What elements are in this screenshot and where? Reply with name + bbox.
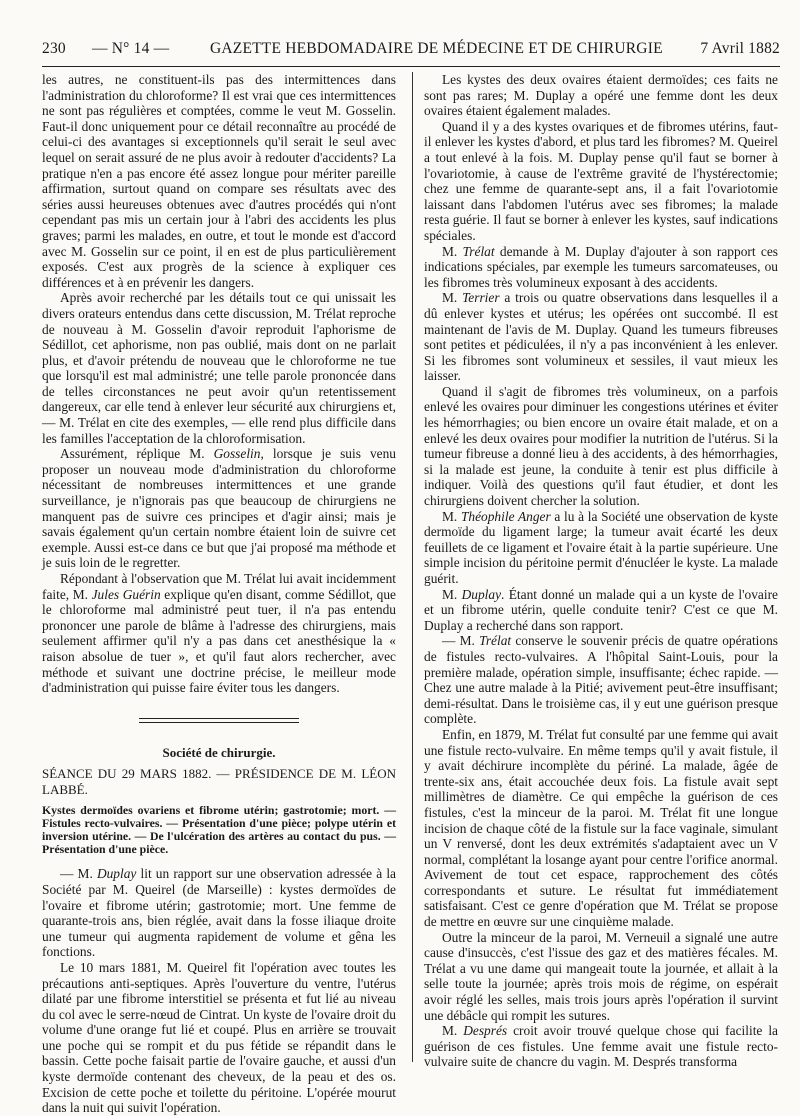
speaker-name: Théophile Anger	[460, 508, 551, 524]
paragraph: M. Théophile Anger a lu à la Société une observation de kyste dermoïde du ligament large; la tumeur avait écarté les deux feuillets de ce ligament et l'ovaire était à la partie supérieure. Une simple incision du péritoine permit d'énucléer le kyste. La malade guérit.	[424, 508, 778, 586]
speaker-name: Trélat	[479, 633, 512, 649]
paragraph: Assurément, réplique M. Gosselin, lorsque je suis venu proposer un nouveau mode d'administration du chloroforme nécessitant de nombreuses intermittences et une grande surveillance, je n'ignorais pas que beaucoup de chirurgiens ne manquent pas de suivre ces principes et d'agir ainsi; mais je savais également qu'un certain nombre étaient loin de suivre cet exemple. Aussi est-ce dans ce but que j'ai proposé ma méthode et je suis loin de le regretter.	[42, 446, 396, 571]
paragraph: Les kystes des deux ovaires étaient dermoïdes; ces faits ne sont pas rares; M. Duplay a opéré une femme dont les deux ovaires étaient également malades.	[424, 72, 778, 119]
speaker-name: Després	[463, 1023, 508, 1039]
speaker-name: Duplay	[96, 866, 137, 882]
journal-title: GAZETTE HEBDOMADAIRE DE MÉDECINE ET DE CHIRURGIE	[210, 40, 663, 57]
right-column	[424, 72, 778, 1070]
paragraph: Enfin, en 1879, M. Trélat fut consulté par une femme qui avait une fistule recto-vulvaire. En même temps qu'il y avait fistule, il y avait déchirure incomplète du périné. La malade, âgée de trente-six ans, était accouchée deux fois. La fistule avait sept millimètres de diamètre. Ce qui empêche la guérison de ces fistules, c'est la minceur de la paroi. M. Trélat fit une longue incision de chaque côté de la fistule sur la face vaginale, simulant un V renversé, dont les deux extrémités s'adaptaient avec un V normal, complétant la losange ayant pour centre l'orifice anormal. Avivement de tout cet espace, rapprochement des côtés correspondants et suture. Le résultat fut immédiatement satisfaisant. C'est ce genre d'opération que M. Trélat se propose de mettre en œuvre sur une cinquième malade.	[424, 726, 778, 930]
paragraph: les autres, ne constituent-ils pas des intermittences dans l'administration du chloroforme? Il est vrai que ces intermittences ne sont pas régulières et comptées, comme le veut M. Gosselin. Faut-il donc uniquement pour ce détail reconnaître au procédé de celui-ci des avantages si exceptionnels qu'il serait le seul avec lequel on serait assuré de ne plus avoir à redouter d'accidents? La pratique n'en a pas encore été assez longue pour mériter pareille affirmation, surtout quand on compare ses résultats avec des séries aussi heureuses obtenues avec d'autres procédés qui n'ont cependant pas mis un certain jour à l'abri des accidents les plus graves; parmi les malades, en outre, et tout le monde est d'accord avec M. Gosselin sur ce point, il en est de plus particulièrement exposés. C'est aux progrès de la science à expliquer ces différences et à en prévenir les dangers.	[42, 72, 396, 290]
paragraph: — M. Trélat conserve le souvenir précis de quatre opérations de fistules recto-vulvaires. A l'hôpital Saint-Louis, pour la première malade, opération simple, insuffisante; échec rapide. — Chez une autre malade à la Pitié; avivement peut-être insuffisant; demi-résultat. Dans le troisième cas, il y eut une guérison presque complète.	[424, 633, 778, 727]
running-header	[42, 40, 780, 62]
paragraph: — M. Duplay lit un rapport sur une observation adressée à la Société par M. Queirel (de Marseille) : kystes dermoïdes de l'ovaire et fibrome utérin; gastrotomie; mort. Une femme de quarante-trois ans, bien réglée, avait dans la fosse iliaque droite une tumeur qui augmenta rapidement de volume et gêna les fonctions.	[42, 866, 396, 960]
header-rule	[42, 66, 780, 67]
issue-number: — N° 14 —	[92, 40, 170, 57]
paragraph: M. Terrier a trois ou quatre observations dans lesquelles il a dû enlever kystes et utérus; les opérées ont succombé. Il est maintenant de l'avis de M. Duplay. Quand les tumeurs fibreuses sont petites et pédiculées, il n'y a pas inconvénient à les enlever. Si les fibromes sont volumineux et sessiles, il vaut mieux les laisser.	[424, 290, 778, 384]
speaker-name: Gosselin	[213, 446, 261, 462]
paragraph: Outre la minceur de la paroi, M. Verneuil a signalé une autre cause d'insuccès, c'est l'issue des gaz et des matières fécales. M. Trélat a vu une dame qui mangeait toute la journée, et allait à la selle toute la journée; après trois mois de régime, on espérait avoir réglé les selles, mais trois jours après l'opération il survint une débâcle qui rompit les sutures.	[424, 929, 778, 1023]
paragraph: Quand il s'agit de fibromes très volumineux, on a parfois enlevé les ovaires pour diminuer les congestions utérines et éviter les hémorrhagies; ou bien encore un ovaire était malade, et on a enlevé les deux ovaires pour modifier la nutrition de l'utérus. Si la tumeur fibreuse a donné lieu à des accidents, à des hémorrhagies, si la malade est jeune, la conduite à tenir est plus difficile à indiquer. Voilà des questions qu'il faut étudier, et dont les chirurgiens doivent chercher la solution.	[424, 383, 778, 509]
speaker-name: Duplay	[461, 586, 502, 602]
session-summary: Kystes dermoïdes ovariens et fibrome utérin; gastrotomie; mort. — Fistules recto-vulvaires. — Présentation d'une pièce; polype utérin et inversion utérine. — De l'ulcération des artères au contact du pus. — Présentation d'une pièce.	[42, 802, 396, 857]
paragraph: Le 10 mars 1881, M. Queirel fit l'opération avec toutes les précautions anti-septiques. Après l'ouverture du ventre, l'utérus dilaté par une fibrome interstitiel se présenta et fut lié au niveau du col avec le serre-nœud de Cintrat. Un kyste de l'ovaire droit du volume d'une orange fut lié et coupé. Plus en arrière se trouvait une poche qui se rompit et du pus fétide se répandit dans le bassin. Cette poche faisait partie de l'ovaire gauche, et aussi d'un kyste dermoïde contenant des cheveux, de la peau et des os. Excision de cette poche et toilette du péritoine. L'opérée mourut dans la nuit qui suivit l'opération.	[42, 959, 396, 1116]
speaker-name: Trélat	[462, 243, 495, 259]
paragraph: M. Duplay. Étant donné un malade qui a un kyste de l'ovaire et un fibrome utérin, quelle conduite tenir? C'est ce que M. Duplay a recherché dans son rapport.	[424, 586, 778, 633]
left-column	[42, 72, 396, 1116]
section-separator	[139, 718, 299, 723]
page-number: 230	[42, 40, 66, 57]
section-title: Société de chirurgie.	[162, 744, 276, 760]
paragraph: Quand il y a des kystes ovariques et de fibromes utérins, faut-il enlever les kystes d'abord, et plus tard les fibromes? M. Queirel a tout enlevé à la fois. M. Duplay pense qu'il faut se borner à l'ovariotomie, à cause de l'extrême gravité de l'hystérectomie; chez une femme de quarante-sept ans, il a fait l'ovariotomie laissant dans l'abdomen l'utérus avec ses fibromes; la malade resta guérie. Il faut se borner à enlever les kystes, sauf indications spéciales.	[424, 118, 778, 243]
paragraph: Répondant à l'observation que M. Trélat lui avait incidemment faite, M. Jules Guérin explique qu'en disant, comme Sédillot, que le chloroforme mal administré peut tuer, il n'a pas entendu prononcer une parole de blâme à l'adresse des chirurgiens, mais seulement affirmer qu'il n'y a pas dans cet anesthésique la « raison absolue de tuer », et qu'il faut alors rechercher, avec méthode et suivant une doctrine précise, le meilleur mode d'administration qui puisse faire éviter tous les dangers.	[42, 571, 396, 696]
issue-date: 7 Avril 1882	[700, 40, 780, 57]
column-divider	[412, 72, 413, 1062]
paragraph: M. Trélat demande à M. Duplay d'ajouter à son rapport ces indications spéciales, par exemple les tumeurs sarcomateuses, ou les fibromes très volumineux exposant à des accidents.	[424, 243, 778, 290]
session-heading: SÉANCE DU 29 MARS 1882. — PRÉSIDENCE DE M. LÉON LABBÉ.	[42, 766, 396, 797]
speaker-name: Jules Guérin	[91, 586, 161, 602]
speaker-name: Terrier	[462, 290, 500, 306]
paragraph: Après avoir recherché par les détails tout ce qui unissait les divers orateurs entendus dans cette discussion, M. Trélat reproche de nouveau à M. Gosselin d'avoir reproduit l'aphorisme de Sédillot, cet aphorisme, non pas oublié, mais dont on ne parlait plus, et d'avoir prétendu de nouveau que le chloroforme ne tue que lorsqu'il est mal administré; une telle parole prononcée dans de telles circonstances ne peut avoir qu'un retentissement dangereux, car elle tend à enlever leur sécurité aux chirurgiens et, — M. Trélat en cite des exemples, — elle rend plus difficile dans les familles l'acceptation de la chloroformisation.	[42, 290, 396, 446]
paragraph: M. Després croit avoir trouvé quelque chose qui facilite la guérison de ces fistules. Une femme avait une fistule recto-vulvaire suite de chancre du vagin. M. Després transforma	[424, 1023, 778, 1070]
